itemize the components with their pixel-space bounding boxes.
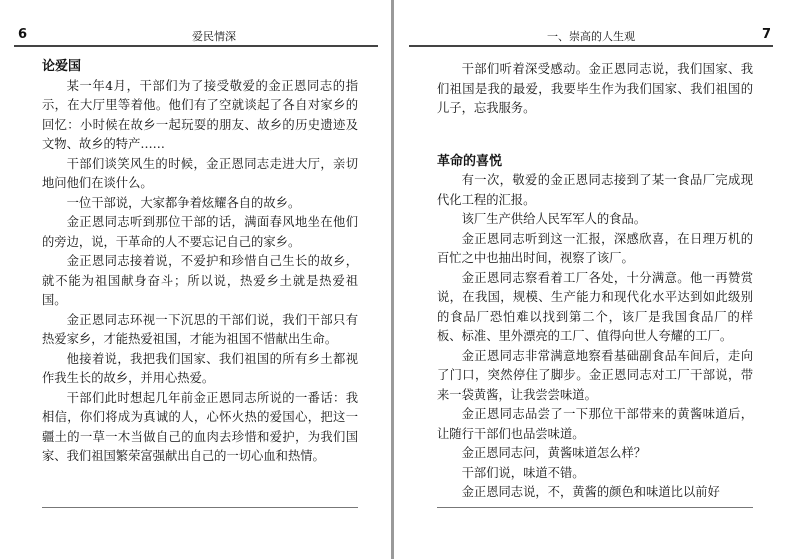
paragraph: 金正恩同志说，不，黄酱的颜色和味道比以前好 — [461, 485, 720, 499]
paragraph: 金正恩同志品尝了一下那位干部带来的黄酱味道后，让随行干部们也品尝味道。 — [437, 407, 753, 441]
left-footer-rule — [42, 507, 358, 508]
paragraph: 某一年4月，干部们为了接受敬爱的金正恩同志的指示，在大厅里等着他。他们有了空就谈起了各自对家乡的回忆：小时候在故乡一起玩耍的朋友、故乡的历史遗迹及文物、故乡的特产…… — [42, 78, 358, 151]
paragraph: 干部们此时想起几年前金正恩同志所说的一番话：我相信，你们将成为真诚的人，心怀火热的爱国心，把这一疆土的一草一木当做自己的血肉去珍惜和爱护，为我们国家、我们祖国繁荣富强献出自己的一切心血和热情。 — [42, 390, 358, 463]
paragraph: 金正恩同志非常满意地察看基础副食品车间后，走向了门口，突然停住了脚步。金正恩同志对工厂干部说，带来一袋黄酱，让我尝尝味道。 — [437, 348, 753, 402]
section-title-revolution-joy: 革命的喜悦 — [437, 153, 503, 169]
paragraph: 干部们谈笑风生的时候，金正恩同志走进大厅，亲切地问他们在谈什么。 — [42, 156, 358, 190]
right-page-number: 7 — [761, 27, 771, 42]
book-gutter — [391, 0, 394, 559]
paragraph: 该厂生产供给人民军军人的食品。 — [461, 212, 647, 226]
paragraph: 他接着说，我把我们国家、我们祖国的所有乡土都视作我生长的故乡，并用心热爱。 — [42, 351, 358, 385]
left-running-head: 爱民情深 — [192, 30, 236, 43]
section-title-patriotism: 论爱国 — [42, 59, 82, 74]
right-footer-rule — [437, 507, 753, 508]
paragraph: 金正恩同志问，黄酱味道怎么样？ — [461, 446, 647, 460]
paragraph: 有一次，敬爱的金正恩同志接到了某一食品厂完成现代化工程的汇报。 — [437, 173, 753, 207]
right-page-body — [437, 60, 753, 503]
paragraph: 金正恩同志接着说，不爱护和珍惜自己生长的故乡，就不能为祖国献身奋斗；所以说，热爱乡土就是热爱祖国。 — [42, 254, 358, 307]
paragraph: 金正恩同志听到这一汇报，深感欣喜，在日理万机的百忙之中也抽出时间，视察了该厂。 — [437, 231, 753, 265]
paragraph: 金正恩同志察看着工厂各处，十分满意。他一再赞赏说，在我国，规模、生产能力和现代化水平达到如此级别的食品厂恐怕难以找到第二个，该厂是我国食品厂的样板、标准、里外漂亮的工厂、值得向世人夸耀的工厂。 — [437, 270, 753, 343]
paragraph: 金正恩同志听到那位干部的话，满面春风地坐在他们的旁边，说，干革命的人不要忘记自己的家乡。 — [42, 215, 358, 249]
right-running-head: 一、崇高的人生观 — [547, 30, 635, 43]
paragraph: 干部们说，味道不错。 — [461, 465, 585, 480]
left-page-header — [14, 23, 378, 47]
right-page — [395, 0, 787, 559]
right-page-header — [409, 23, 773, 47]
paragraph: 一位干部说，大家都争着炫耀各自的故乡。 — [66, 195, 301, 210]
left-page-body — [42, 57, 358, 467]
left-page-number: 6 — [18, 27, 28, 42]
left-page — [0, 0, 392, 559]
paragraph: 金正恩同志环视一下沉思的干部们说，我们干部只有热爱家乡，才能热爱祖国，才能为祖国不惜献出生命。 — [42, 312, 358, 346]
continued-paragraph: 干部们听着深受感动。金正恩同志说，我们国家、我们祖国是我的最爱，我要毕生作为我们国家、我们祖国的儿子，忘我服务。 — [437, 62, 753, 115]
